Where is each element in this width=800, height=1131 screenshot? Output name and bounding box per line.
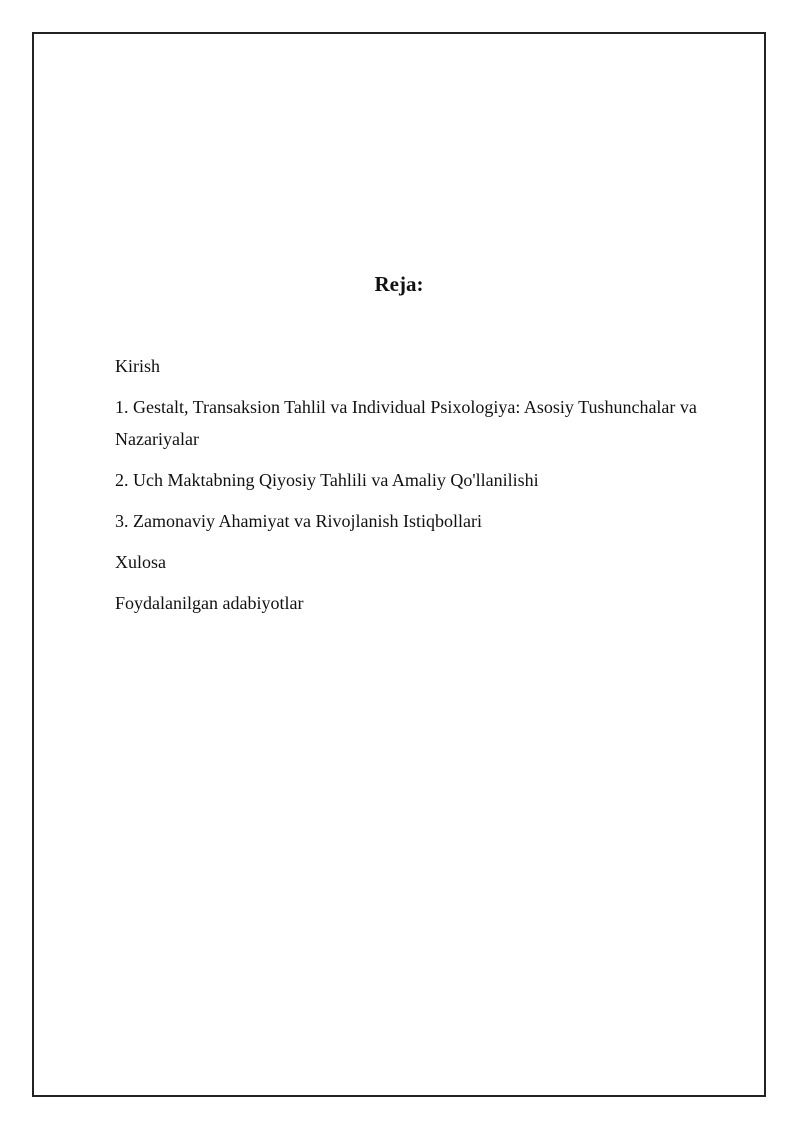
toc-item-section-3: 3. Zamonaviy Ahamiyat va Rivojlanish Istiqbollari — [115, 511, 482, 531]
toc-item-section-2: 2. Uch Maktabning Qiyosiy Tahlili va Amaliy Qo'llanilishi — [115, 470, 539, 490]
toc-item-conclusion: Xulosa — [115, 552, 166, 572]
toc-item-section-1: 1. Gestalt, Transaksion Tahlil va Individual Psixologiya: Asosiy Tushunchalar va Nazariyalar — [115, 397, 697, 449]
toc-item-introduction: Kirish — [115, 356, 160, 376]
toc-item-references: Foydalanilgan adabiyotlar — [115, 593, 304, 613]
table-of-contents — [115, 350, 745, 628]
page-title: Reja: — [374, 272, 424, 296]
